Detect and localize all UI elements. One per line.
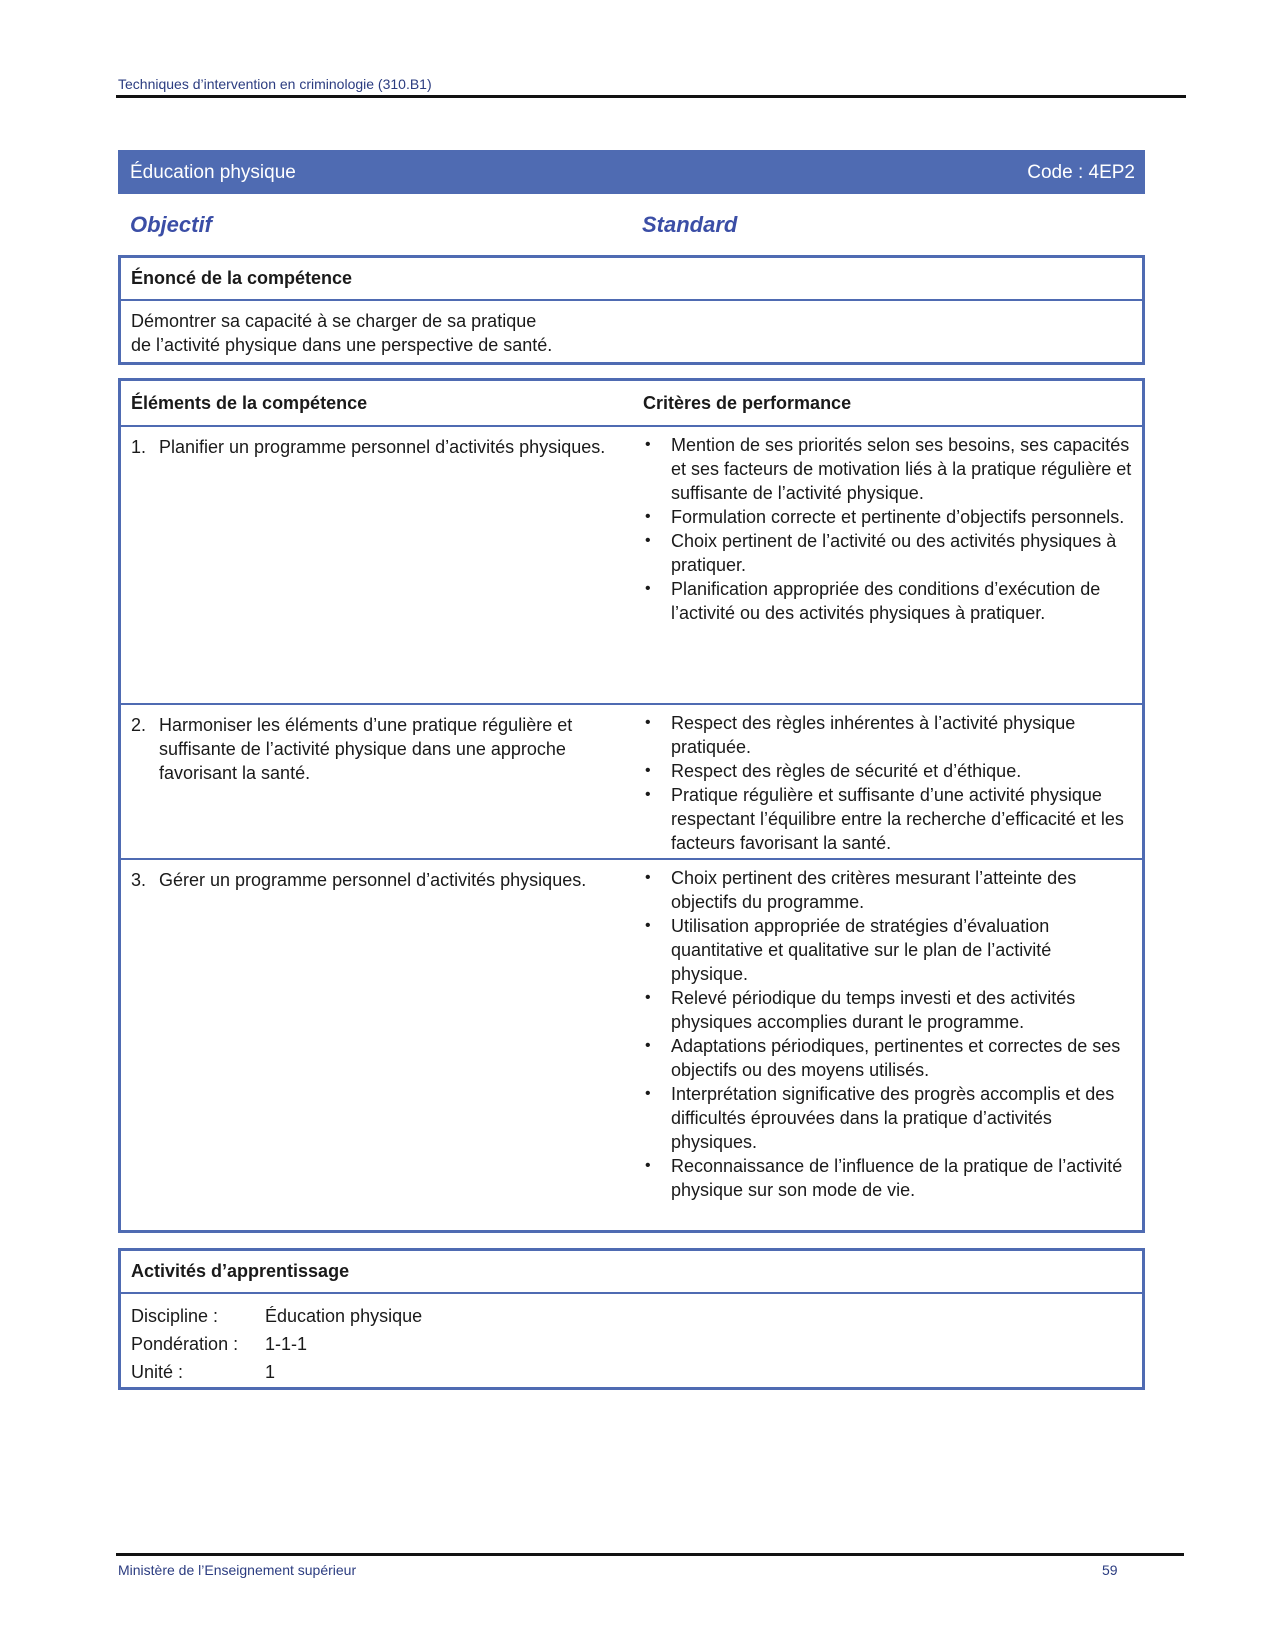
discipline-value: Éducation physique (265, 1306, 423, 1326)
unite-line (131, 1358, 1132, 1386)
element-row (121, 860, 1142, 1234)
unite-value: 1 (265, 1362, 276, 1382)
unite-label: Unité : (131, 1362, 184, 1382)
criteria-heading: Critères de performance (643, 393, 852, 413)
criteria-list (643, 433, 1133, 625)
page-number: 59 (1102, 1562, 1118, 1578)
criterion-item (643, 866, 1133, 914)
element-text: Gérer un programme personnel d’activités physiques. (159, 870, 587, 890)
title-bar (118, 150, 1145, 194)
criterion-item (643, 1034, 1133, 1082)
ponderation-label: Pondération : (131, 1334, 239, 1354)
criterion-text: Adaptations périodiques, pertinentes et correctes de ses objectifs ou des moyens utilisés. (671, 1036, 1121, 1080)
criterion-text: Mention de ses priorités selon ses besoins, ses capacités et ses facteurs de motivation liés à la pratique régulière et suffisante de l’activité physique. (671, 435, 1132, 503)
element-text: Harmoniser les éléments d’une pratique régulière et suffisante de l’activité physique dans une approche favorisant la santé. (159, 715, 573, 783)
element-number: 1. (131, 437, 147, 457)
bullet-icon: • (645, 580, 651, 597)
criterion-text: Formulation correcte et pertinente d’objectifs personnels. (671, 507, 1125, 527)
bullet-icon: • (645, 917, 651, 934)
criteria-list (643, 866, 1133, 1202)
elements-heading: Éléments de la compétence (131, 393, 368, 413)
bullet-icon: • (645, 1037, 651, 1054)
criterion-item (643, 433, 1133, 505)
criterion-text: Choix pertinent de l’activité ou des activités physiques à pratiquer. (671, 531, 1117, 575)
criterion-item (643, 505, 1133, 529)
criterion-item (643, 759, 1133, 783)
criteria-list (643, 711, 1133, 855)
enonce-line: Démontrer sa capacité à se charger de sa pratique (131, 311, 537, 331)
element-number: 3. (131, 870, 147, 890)
criterion-item (643, 783, 1133, 855)
bullet-icon: • (645, 436, 651, 453)
criterion-item (643, 1082, 1133, 1154)
elements-box (118, 378, 1145, 1233)
criterion-item (643, 529, 1133, 577)
criterion-text: Choix pertinent des critères mesurant l’atteinte des objectifs du programme. (671, 868, 1077, 912)
objectif-heading: Objectif (130, 212, 212, 237)
element-row (121, 427, 1142, 705)
element-row (121, 705, 1142, 860)
enonce-line: de l’activité physique dans une perspective de santé. (131, 335, 553, 355)
criterion-text: Utilisation appropriée de stratégies d’évaluation quantitative et qualitative sur le plan de l’activité physique. (671, 916, 1052, 984)
criterion-text: Respect des règles de sécurité et d’éthique. (671, 761, 1022, 781)
bullet-icon: • (645, 1157, 651, 1174)
bullet-icon: • (645, 508, 651, 525)
ponderation-line (131, 1330, 1132, 1358)
enonce-box (118, 255, 1145, 365)
element-text: Planifier un programme personnel d’activités physiques. (159, 437, 606, 457)
criterion-text: Relevé périodique du temps investi et des activités physiques accomplies durant le programme. (671, 988, 1076, 1032)
element-number: 2. (131, 715, 147, 735)
criterion-text: Reconnaissance de l’influence de la pratique de l’activité physique sur son mode de vie. (671, 1156, 1123, 1200)
footer-rule (116, 1553, 1184, 1556)
criterion-text: Respect des règles inhérentes à l’activité physique pratiquée. (671, 713, 1076, 757)
activites-heading: Activités d’apprentissage (121, 1251, 1142, 1294)
discipline-line (131, 1302, 1132, 1330)
bullet-icon: • (645, 869, 651, 886)
bullet-icon: • (645, 762, 651, 779)
discipline-title: Éducation physique (130, 162, 296, 183)
course-code: Code : 4EP2 (1027, 162, 1135, 183)
bullet-icon: • (645, 532, 651, 549)
criterion-text: Planification appropriée des conditions d’exécution de l’activité ou des activités physiques à pratiquer. (671, 579, 1101, 623)
footer-ministry: Ministère de l’Enseignement supérieur (118, 1562, 357, 1578)
enonce-text (121, 301, 1142, 365)
criterion-item (643, 986, 1133, 1034)
document-header: Techniques d’intervention en criminologie (310.B1) (118, 76, 432, 92)
ponderation-value: 1-1-1 (265, 1334, 308, 1354)
activites-box (118, 1248, 1145, 1390)
criterion-text: Interprétation significative des progrès accomplis et des difficultés éprouvées dans la pratique d’activités physiques. (671, 1084, 1115, 1152)
bullet-icon: • (645, 1085, 651, 1102)
criterion-item (643, 914, 1133, 986)
discipline-label: Discipline : (131, 1306, 219, 1326)
criterion-item (643, 711, 1133, 759)
bullet-icon: • (645, 989, 651, 1006)
criterion-item (643, 1154, 1133, 1202)
bullet-icon: • (645, 786, 651, 803)
criterion-text: Pratique régulière et suffisante d’une activité physique respectant l’équilibre entre la recherche d’efficacité et les facteurs favorisant la santé. (671, 785, 1124, 853)
enonce-heading: Énoncé de la compétence (121, 258, 1142, 301)
elements-header (121, 381, 1142, 427)
activites-details (121, 1294, 1142, 1394)
criterion-item (643, 577, 1133, 625)
header-rule (116, 95, 1186, 98)
bullet-icon: • (645, 714, 651, 731)
standard-heading: Standard (642, 212, 738, 237)
